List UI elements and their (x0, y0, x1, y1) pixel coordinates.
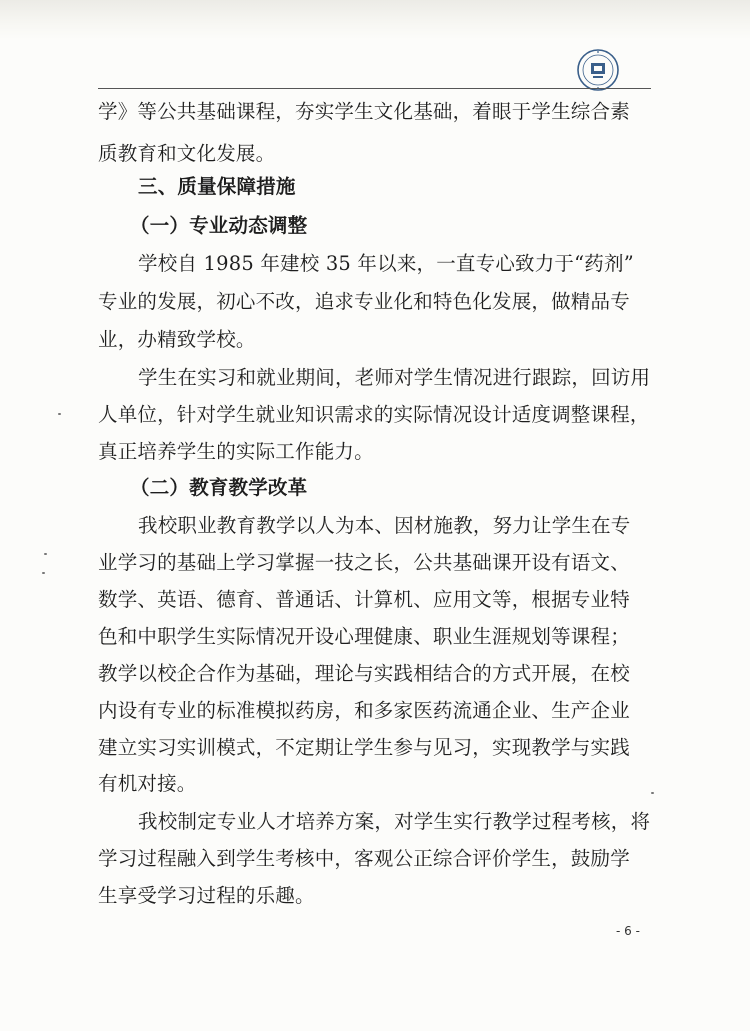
text-line-2: 质教育和文化发展。 (98, 142, 276, 165)
scan-speck (42, 572, 45, 574)
text-line-12: 我校职业教育教学以人为本、因材施教，努力让学生在专 (138, 514, 631, 537)
page-number: - 6 - (616, 924, 640, 938)
text-line-15: 色和中职学生实际情况开设心理健康、职业生涯规划等课程； (98, 625, 630, 648)
text-line-18: 建立实习实训模式，不定期让学生参与见习，实现教学与实践 (98, 736, 630, 759)
scan-speck (651, 792, 654, 794)
text-line-21: 学习过程融入到学生考核中，客观公正综合评价学生，鼓励学 (98, 847, 630, 870)
school-logo-icon (576, 48, 620, 92)
text-line-22: 生享受学习过程的乐趣。 (98, 884, 315, 907)
scan-speck (44, 553, 47, 555)
text-line-16: 教学以校企合作为基础，理论与实践相结合的方式开展，在校 (98, 662, 630, 685)
header-rule (98, 88, 651, 89)
text-line-20: 我校制定专业人才培养方案，对学生实行教学过程考核，将 (138, 810, 651, 833)
text-line-19: 有机对接。 (98, 772, 197, 795)
text-line-9: 人单位，针对学生就业知识需求的实际情况设计适度调整课程， (98, 403, 650, 426)
scan-speck (58, 413, 61, 415)
text-line-17: 内设有专业的标准模拟药房，和多家医药流通企业、生产企业 (98, 699, 630, 722)
text-line-13: 业学习的基础上学习掌握一技之长，公共基础课开设有语文、 (98, 551, 630, 574)
text-line-14: 数学、英语、德育、普通话、计算机、应用文等，根据专业特 (98, 588, 630, 611)
subsection-heading-1: （一）专业动态调整 (130, 214, 308, 237)
text-line-5: 学校自 1985 年建校 35 年以来，一直专心致力于“药剂” (138, 252, 634, 275)
subsection-heading-2: （二）教育教学改革 (130, 476, 308, 499)
text-line-1: 学》等公共基础课程，夯实学生文化基础，着眼于学生综合素 (98, 100, 630, 123)
text-line-10: 真正培养学生的实际工作能力。 (98, 440, 374, 463)
section-heading: 三、质量保障措施 (138, 175, 296, 198)
text-line-6: 专业的发展，初心不改，追求专业化和特色化发展，做精品专 (98, 290, 630, 313)
text-line-7: 业，办精致学校。 (98, 328, 256, 351)
text-line-8: 学生在实习和就业期间，老师对学生情况进行跟踪，回访用 (138, 366, 651, 389)
scan-top-shade (0, 0, 750, 40)
